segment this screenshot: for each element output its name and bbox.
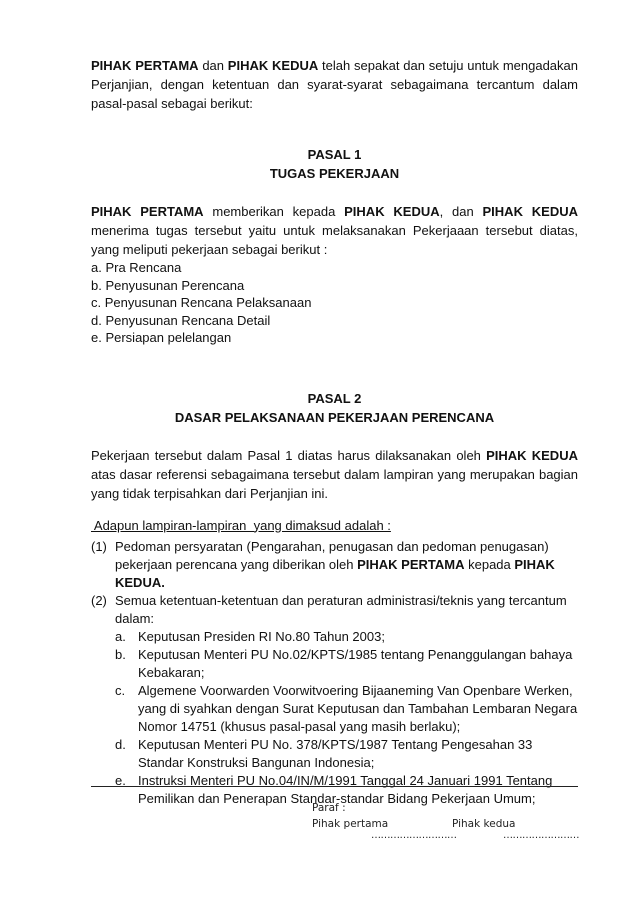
pasal1-pihak-kedua-1: PIHAK KEDUA bbox=[344, 204, 440, 219]
lampiran-item-2 bbox=[91, 592, 578, 628]
sub-item-letter: c. bbox=[115, 682, 126, 698]
intro-pihak-pertama: PIHAK PERTAMA bbox=[91, 58, 199, 73]
pasal1-title: TUGAS PEKERJAAN bbox=[269, 166, 400, 181]
sub-item-letter: e. bbox=[115, 772, 126, 788]
pasal1-heading: PASAL 1 bbox=[307, 147, 362, 162]
intro-paragraph bbox=[91, 56, 578, 113]
paraf-label: Paraf : bbox=[312, 802, 346, 814]
pasal1-pihak-pertama: PIHAK PERTAMA bbox=[91, 204, 204, 219]
pasal1-pihak-kedua-2: PIHAK KEDUA bbox=[482, 204, 578, 219]
signature-line-pertama: ……………………… bbox=[371, 830, 457, 841]
item-text: Semua ketentuan-ketentuan dan peraturan administrasi/teknis yang tercantum dalam: bbox=[115, 592, 567, 626]
item-text bbox=[115, 538, 578, 592]
lampiran-item-1 bbox=[91, 538, 578, 592]
footer-divider bbox=[91, 786, 578, 787]
pasal1-text-rest: menerima tugas tersebut yaitu untuk melaksanakan Pekerjaaan tersebut diatas, yang meliputi pekerjaan sebagai berikut : bbox=[91, 223, 578, 257]
paraf-pihak-kedua: Pihak kedua bbox=[452, 818, 516, 830]
item1-text-a: Pedoman persyaratan (Pengarahan, penugasan dan pedoman penugasan) pekerjaan perencana yang diberikan oleh bbox=[115, 538, 549, 572]
sub-item-letter: b. bbox=[115, 646, 126, 662]
pasal2-heading: PASAL 2 bbox=[307, 390, 362, 406]
item1-text-c: kepada bbox=[464, 556, 515, 572]
pasal1-text-mid: memberikan kepada bbox=[203, 204, 345, 219]
pasal1-list bbox=[91, 259, 578, 347]
item-number: (2) bbox=[91, 592, 107, 608]
list-item: a. Pra Rencana bbox=[91, 260, 182, 275]
pasal2-text-rest: atas dasar referensi sebagaimana tersebut dalam lampiran yang merupakan bagian yang tidak terpisahkan dari Perjanjian ini. bbox=[91, 466, 578, 501]
paraf-pihak-pertama: Pihak pertama bbox=[312, 818, 389, 830]
pasal2-paragraph bbox=[91, 446, 578, 503]
sub-item-text: Algemene Voorwarden Voorwitvoering Bijaaneming Van Openbare Werken, yang di syahkan dengan Surat Keputusan dan Tambahan Lembaran Negara Nomor 14751 (khusus pasal-pasal yang masih berlaku); bbox=[138, 682, 578, 734]
pasal2-pihak-kedua: PIHAK KEDUA bbox=[486, 447, 578, 463]
document-body bbox=[91, 56, 578, 808]
sub-item-text: Keputusan Presiden RI No.80 Tahun 2003; bbox=[138, 628, 385, 644]
sub-item-text: Instruksi Menteri PU No.04/IN/M/1991 Tanggal 24 Januari 1991 Tentang Pemilikan dan Penerapan Standar-standar Bidang Pekerjaan Umum; bbox=[138, 772, 553, 806]
signature-line-kedua: …………………… bbox=[503, 830, 579, 841]
list-item: b. Penyusunan Perencana bbox=[91, 277, 245, 293]
sub-item-letter: a. bbox=[115, 628, 126, 644]
item1-pihak-kedua: PIHAK KEDUA. bbox=[115, 556, 555, 590]
intro-rest: telah sepakat dan setuju untuk mengadakan Perjanjian, dengan ketentuan dan syarat-syarat sebagaimana tercantum dalam pasal-pasal sebagai berikut: bbox=[91, 58, 578, 111]
pasal2-title: DASAR PELAKSANAAN PEKERJAAN PERENCANA bbox=[174, 409, 495, 425]
sub-item-text: Keputusan Menteri PU No. 378/KPTS/1987 Tentang Pengesahan 33 Standar Konstruksi Bangunan Indonesia; bbox=[138, 736, 533, 770]
list-item: d. Penyusunan Rencana Detail bbox=[91, 312, 271, 328]
sub-item bbox=[91, 646, 578, 682]
sub-item bbox=[91, 736, 578, 772]
item1-pihak-pertama: PIHAK PERTAMA bbox=[357, 556, 465, 572]
item-number: (1) bbox=[91, 538, 107, 554]
sub-item bbox=[91, 628, 578, 646]
list-item: c. Penyusunan Rencana Pelaksanaan bbox=[91, 295, 312, 310]
lampiran-heading: Adapun lampiran-lampiran yang dimaksud adalah : bbox=[91, 517, 391, 533]
pasal1-text-dan: , dan bbox=[439, 204, 483, 219]
pasal1-paragraph bbox=[91, 202, 578, 259]
sub-item-text: Keputusan Menteri PU No.02/KPTS/1985 tentang Penanggulangan bahaya Kebakaran; bbox=[138, 646, 573, 680]
sub-item bbox=[91, 682, 578, 736]
sub-item-letter: d. bbox=[115, 736, 126, 752]
list-item: e. Persiapan pelelangan bbox=[91, 330, 232, 345]
pasal2-text-start: Pekerjaan tersebut dalam Pasal 1 diatas harus dilaksanakan oleh bbox=[91, 447, 487, 463]
intro-pihak-kedua: PIHAK KEDUA bbox=[227, 58, 319, 73]
intro-dan: dan bbox=[198, 58, 228, 73]
